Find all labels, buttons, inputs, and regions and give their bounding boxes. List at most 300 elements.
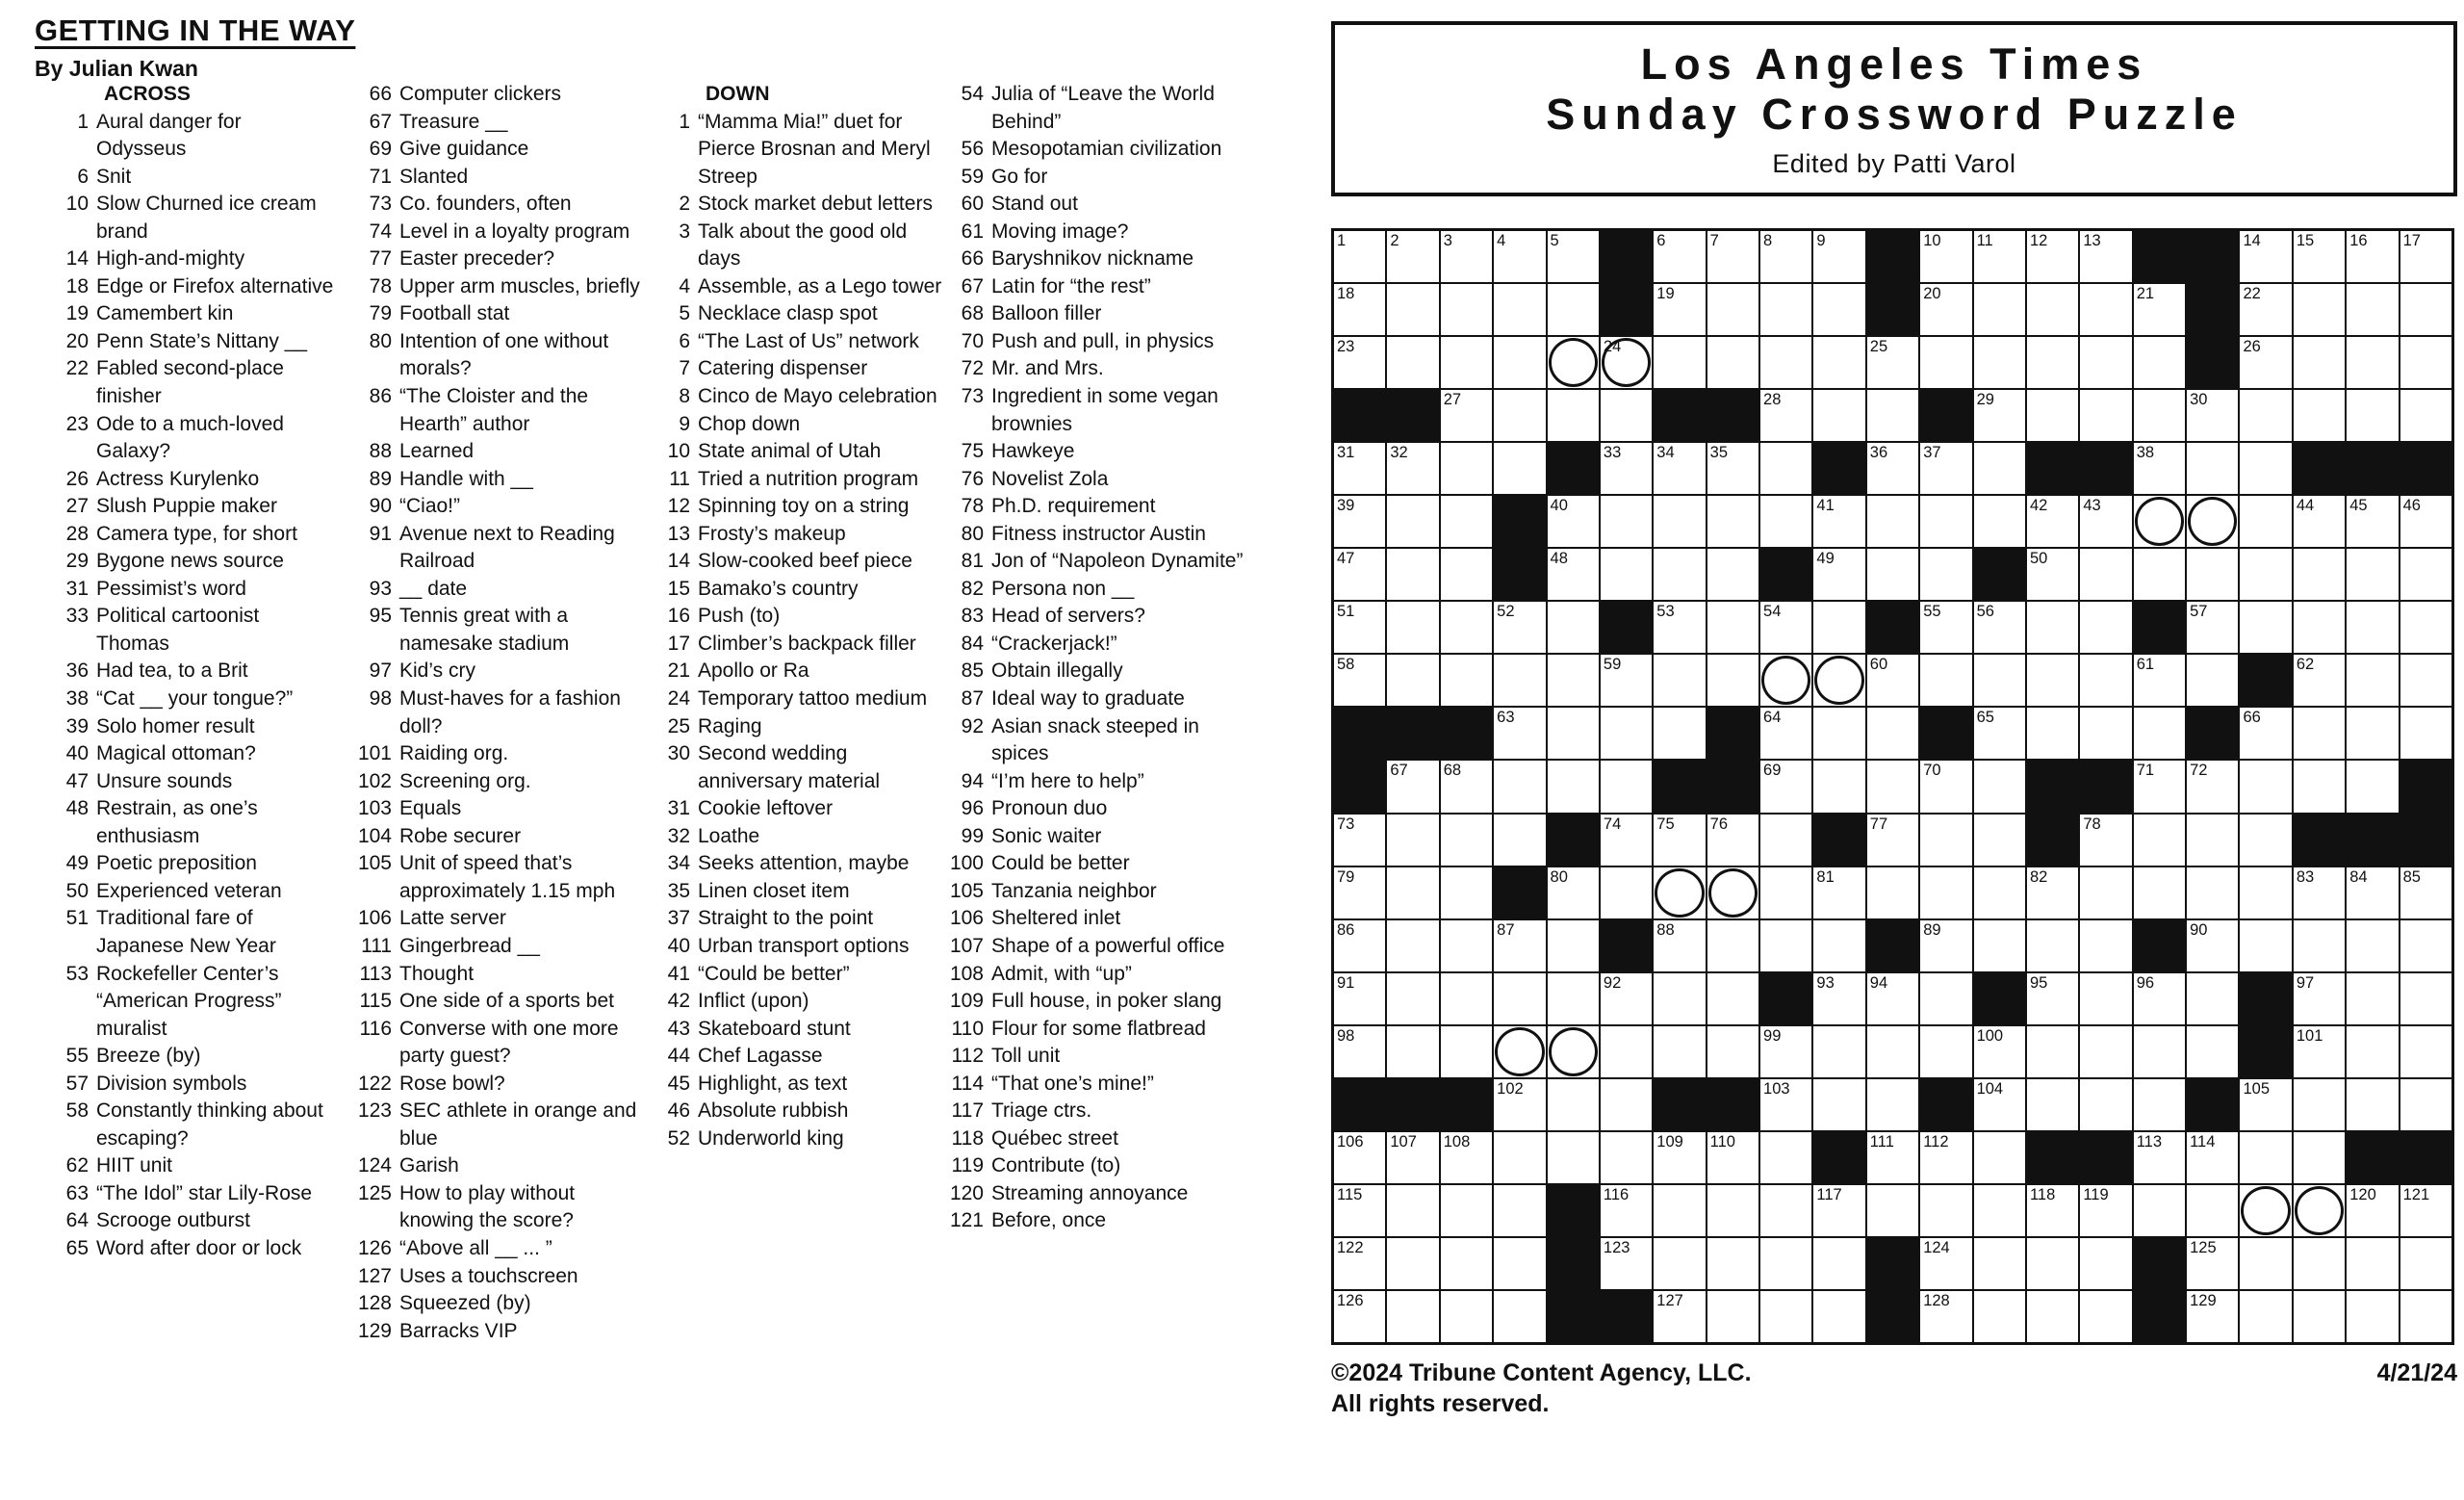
grid-cell[interactable] (1494, 390, 1545, 441)
grid-cell[interactable] (1494, 284, 1545, 335)
grid-cell[interactable] (2400, 549, 2451, 600)
grid-cell[interactable] (2134, 867, 2185, 918)
grid-cell[interactable] (1974, 231, 2025, 282)
grid-cell[interactable] (2187, 761, 2238, 812)
grid-cell[interactable] (2347, 973, 2398, 1024)
grid-cell[interactable] (1707, 496, 1758, 547)
grid-cell[interactable] (1654, 1238, 1705, 1289)
grid-cell[interactable] (2400, 231, 2451, 282)
grid-cell[interactable] (2400, 1291, 2451, 1342)
grid-cell[interactable] (2134, 708, 2185, 759)
grid-cell[interactable] (1707, 602, 1758, 653)
grid-cell[interactable] (2240, 1238, 2291, 1289)
grid-cell[interactable] (1760, 1132, 1811, 1183)
grid-cell[interactable] (1974, 1026, 2025, 1077)
grid-cell[interactable] (2347, 655, 2398, 706)
grid-cell[interactable] (1494, 655, 1545, 706)
grid-cell[interactable] (2294, 1291, 2345, 1342)
grid-cell[interactable] (2080, 231, 2131, 282)
grid-cell[interactable] (2080, 1291, 2131, 1342)
grid-cell[interactable] (2080, 284, 2131, 335)
grid-cell[interactable] (1601, 655, 1652, 706)
grid-cell[interactable] (1654, 496, 1705, 547)
grid-cell[interactable] (1441, 1238, 1492, 1289)
grid-cell[interactable] (1974, 708, 2025, 759)
grid-cell[interactable] (1974, 1079, 2025, 1130)
grid-cell[interactable] (2294, 973, 2345, 1024)
grid-cell[interactable] (1387, 231, 1438, 282)
grid-cell[interactable] (1548, 549, 1599, 600)
grid-cell[interactable] (1548, 390, 1599, 441)
grid-cell[interactable] (2187, 655, 2238, 706)
grid-cell[interactable] (1601, 1079, 1652, 1130)
grid-cell[interactable] (1334, 1291, 1385, 1342)
grid-cell[interactable] (1813, 284, 1864, 335)
grid-cell[interactable] (2080, 867, 2131, 918)
grid-cell[interactable] (1867, 815, 1918, 866)
grid-cell[interactable] (2294, 1079, 2345, 1130)
grid-cell[interactable] (2400, 1026, 2451, 1077)
grid-cell[interactable] (2134, 815, 2185, 866)
grid-cell[interactable] (1441, 655, 1492, 706)
grid-cell[interactable] (1867, 1132, 1918, 1183)
grid-cell[interactable] (2240, 390, 2291, 441)
grid-cell[interactable] (2240, 708, 2291, 759)
grid-cell[interactable] (1387, 655, 1438, 706)
grid-cell[interactable] (2080, 337, 2131, 388)
grid-cell[interactable] (2134, 1132, 2185, 1183)
grid-cell[interactable] (1760, 708, 1811, 759)
grid-cell[interactable] (1601, 1185, 1652, 1236)
grid-cell[interactable] (1707, 1238, 1758, 1289)
grid-cell[interactable] (2294, 549, 2345, 600)
grid-cell[interactable] (2080, 1026, 2131, 1077)
grid-cell[interactable] (1707, 655, 1758, 706)
grid-cell[interactable] (1867, 655, 1918, 706)
grid-cell[interactable] (1867, 761, 1918, 812)
grid-cell[interactable] (1760, 1026, 1811, 1077)
grid-cell[interactable] (1441, 1291, 1492, 1342)
grid-cell[interactable] (2240, 549, 2291, 600)
grid-cell[interactable] (1760, 761, 1811, 812)
grid-cell[interactable] (1654, 231, 1705, 282)
grid-cell[interactable] (1974, 496, 2025, 547)
grid-cell[interactable] (1654, 1185, 1705, 1236)
grid-cell[interactable] (1601, 867, 1652, 918)
grid-cell[interactable] (1601, 708, 1652, 759)
grid-cell[interactable] (2027, 1185, 2078, 1236)
grid-cell[interactable] (2347, 1079, 2398, 1130)
grid-cell[interactable] (2347, 1291, 2398, 1342)
grid-cell[interactable] (1974, 337, 2025, 388)
grid-cell[interactable] (2134, 1079, 2185, 1130)
grid-cell[interactable] (1548, 496, 1599, 547)
grid-cell[interactable] (1813, 496, 1864, 547)
grid-cell[interactable] (1494, 337, 1545, 388)
grid-cell[interactable] (2347, 496, 2398, 547)
grid-cell[interactable] (2240, 443, 2291, 494)
grid-cell[interactable] (1707, 1132, 1758, 1183)
grid-cell[interactable] (2400, 602, 2451, 653)
grid-cell[interactable] (1920, 867, 1971, 918)
grid-cell[interactable] (2080, 920, 2131, 971)
grid-cell[interactable] (2347, 390, 2398, 441)
grid-cell[interactable] (2027, 1291, 2078, 1342)
grid-cell[interactable] (1654, 867, 1705, 918)
grid-cell[interactable] (1441, 496, 1492, 547)
grid-cell[interactable] (1441, 231, 1492, 282)
grid-cell[interactable] (2400, 1079, 2451, 1130)
grid-cell[interactable] (1494, 602, 1545, 653)
grid-cell[interactable] (1867, 1026, 1918, 1077)
grid-cell[interactable] (1548, 1132, 1599, 1183)
grid-cell[interactable] (2134, 443, 2185, 494)
grid-cell[interactable] (1707, 443, 1758, 494)
grid-cell[interactable] (1760, 337, 1811, 388)
grid-cell[interactable] (1760, 496, 1811, 547)
grid-cell[interactable] (2080, 815, 2131, 866)
grid-cell[interactable] (2400, 284, 2451, 335)
grid-cell[interactable] (1974, 1238, 2025, 1289)
grid-cell[interactable] (2027, 284, 2078, 335)
grid-cell[interactable] (1494, 1079, 1545, 1130)
grid-cell[interactable] (1494, 761, 1545, 812)
grid-cell[interactable] (1334, 973, 1385, 1024)
grid-cell[interactable] (1813, 973, 1864, 1024)
grid-cell[interactable] (2187, 443, 2238, 494)
grid-cell[interactable] (1920, 1026, 1971, 1077)
grid-cell[interactable] (2294, 867, 2345, 918)
grid-cell[interactable] (1334, 920, 1385, 971)
grid-cell[interactable] (2187, 867, 2238, 918)
grid-cell[interactable] (1334, 867, 1385, 918)
grid-cell[interactable] (2080, 973, 2131, 1024)
grid-cell[interactable] (2400, 390, 2451, 441)
grid-cell[interactable] (2240, 337, 2291, 388)
grid-cell[interactable] (1387, 761, 1438, 812)
grid-cell[interactable] (1334, 1185, 1385, 1236)
grid-cell[interactable] (2134, 284, 2185, 335)
grid-cell[interactable] (1441, 602, 1492, 653)
grid-cell[interactable] (1601, 1238, 1652, 1289)
grid-cell[interactable] (2027, 655, 2078, 706)
grid-cell[interactable] (1654, 1291, 1705, 1342)
grid-cell[interactable] (1387, 443, 1438, 494)
grid-cell[interactable] (2027, 549, 2078, 600)
grid-cell[interactable] (2294, 761, 2345, 812)
grid-cell[interactable] (1813, 602, 1864, 653)
grid-cell[interactable] (1334, 1026, 1385, 1077)
grid-cell[interactable] (2027, 708, 2078, 759)
grid-cell[interactable] (2080, 549, 2131, 600)
grid-cell[interactable] (1707, 815, 1758, 866)
grid-cell[interactable] (2187, 1238, 2238, 1289)
grid-cell[interactable] (1707, 920, 1758, 971)
grid-cell[interactable] (1760, 443, 1811, 494)
grid-cell[interactable] (2187, 1185, 2238, 1236)
grid-cell[interactable] (1974, 761, 2025, 812)
grid-cell[interactable] (2294, 284, 2345, 335)
grid-cell[interactable] (2294, 708, 2345, 759)
grid-cell[interactable] (2240, 1291, 2291, 1342)
grid-cell[interactable] (1441, 1185, 1492, 1236)
grid-cell[interactable] (1920, 815, 1971, 866)
grid-cell[interactable] (1654, 973, 1705, 1024)
grid-cell[interactable] (1867, 973, 1918, 1024)
grid-cell[interactable] (1441, 815, 1492, 866)
grid-cell[interactable] (2240, 761, 2291, 812)
grid-cell[interactable] (1548, 1079, 1599, 1130)
grid-cell[interactable] (2400, 920, 2451, 971)
grid-cell[interactable] (1760, 815, 1811, 866)
grid-cell[interactable] (1654, 920, 1705, 971)
grid-cell[interactable] (1760, 655, 1811, 706)
grid-cell[interactable] (1760, 1238, 1811, 1289)
grid-cell[interactable] (2080, 1079, 2131, 1130)
grid-cell[interactable] (1654, 602, 1705, 653)
grid-cell[interactable] (2134, 1026, 2185, 1077)
grid-cell[interactable] (1387, 815, 1438, 866)
grid-cell[interactable] (1601, 496, 1652, 547)
grid-cell[interactable] (1920, 231, 1971, 282)
grid-cell[interactable] (1334, 443, 1385, 494)
grid-cell[interactable] (1548, 867, 1599, 918)
grid-cell[interactable] (2347, 1185, 2398, 1236)
grid-cell[interactable] (1707, 867, 1758, 918)
grid-cell[interactable] (2080, 655, 2131, 706)
grid-cell[interactable] (2027, 1079, 2078, 1130)
grid-cell[interactable] (1920, 337, 1971, 388)
grid-cell[interactable] (2027, 973, 2078, 1024)
grid-cell[interactable] (1494, 1185, 1545, 1236)
grid-cell[interactable] (1387, 1291, 1438, 1342)
grid-cell[interactable] (2347, 549, 2398, 600)
grid-cell[interactable] (1974, 920, 2025, 971)
grid-cell[interactable] (1601, 1026, 1652, 1077)
grid-cell[interactable] (1707, 973, 1758, 1024)
grid-cell[interactable] (2240, 284, 2291, 335)
grid-cell[interactable] (1813, 1026, 1864, 1077)
grid-cell[interactable] (1760, 602, 1811, 653)
grid-cell[interactable] (2187, 496, 2238, 547)
grid-cell[interactable] (1974, 815, 2025, 866)
grid-cell[interactable] (1867, 867, 1918, 918)
grid-cell[interactable] (1920, 496, 1971, 547)
grid-cell[interactable] (1548, 655, 1599, 706)
grid-cell[interactable] (2240, 815, 2291, 866)
grid-cell[interactable] (2187, 602, 2238, 653)
grid-cell[interactable] (1974, 1291, 2025, 1342)
grid-cell[interactable] (2134, 761, 2185, 812)
grid-cell[interactable] (1387, 1132, 1438, 1183)
grid-cell[interactable] (1387, 920, 1438, 971)
grid-cell[interactable] (1441, 390, 1492, 441)
grid-cell[interactable] (1920, 284, 1971, 335)
grid-cell[interactable] (1920, 549, 1971, 600)
grid-cell[interactable] (1813, 867, 1864, 918)
grid-cell[interactable] (1813, 1238, 1864, 1289)
grid-cell[interactable] (1760, 920, 1811, 971)
grid-cell[interactable] (1601, 973, 1652, 1024)
grid-cell[interactable] (2187, 973, 2238, 1024)
grid-cell[interactable] (1548, 1026, 1599, 1077)
grid-cell[interactable] (2294, 337, 2345, 388)
grid-cell[interactable] (2187, 815, 2238, 866)
grid-cell[interactable] (2134, 549, 2185, 600)
grid-cell[interactable] (2027, 337, 2078, 388)
grid-cell[interactable] (1920, 443, 1971, 494)
grid-cell[interactable] (2187, 1026, 2238, 1077)
grid-cell[interactable] (1654, 815, 1705, 866)
grid-cell[interactable] (2294, 390, 2345, 441)
grid-cell[interactable] (1760, 390, 1811, 441)
grid-cell[interactable] (1920, 973, 1971, 1024)
grid-cell[interactable] (1441, 867, 1492, 918)
grid-cell[interactable] (1601, 549, 1652, 600)
grid-cell[interactable] (2027, 231, 2078, 282)
grid-cell[interactable] (1441, 1026, 1492, 1077)
grid-cell[interactable] (1494, 231, 1545, 282)
grid-cell[interactable] (1387, 496, 1438, 547)
grid-cell[interactable] (2080, 1238, 2131, 1289)
grid-cell[interactable] (1494, 815, 1545, 866)
grid-cell[interactable] (1334, 496, 1385, 547)
grid-cell[interactable] (2400, 337, 2451, 388)
grid-cell[interactable] (2294, 1238, 2345, 1289)
grid-cell[interactable] (2187, 920, 2238, 971)
grid-cell[interactable] (1387, 867, 1438, 918)
grid-cell[interactable] (1387, 973, 1438, 1024)
grid-cell[interactable] (2347, 284, 2398, 335)
grid-cell[interactable] (1974, 655, 2025, 706)
grid-cell[interactable] (2027, 1026, 2078, 1077)
grid-cell[interactable] (1334, 815, 1385, 866)
grid-cell[interactable] (2187, 549, 2238, 600)
grid-cell[interactable] (2347, 602, 2398, 653)
grid-cell[interactable] (2294, 1026, 2345, 1077)
grid-cell[interactable] (1867, 549, 1918, 600)
grid-cell[interactable] (1707, 231, 1758, 282)
grid-cell[interactable] (1441, 337, 1492, 388)
grid-cell[interactable] (1654, 1026, 1705, 1077)
grid-cell[interactable] (1813, 655, 1864, 706)
grid-cell[interactable] (1334, 231, 1385, 282)
grid-cell[interactable] (1334, 284, 1385, 335)
grid-cell[interactable] (1441, 549, 1492, 600)
grid-cell[interactable] (2187, 1132, 2238, 1183)
grid-cell[interactable] (1601, 815, 1652, 866)
grid-cell[interactable] (2240, 867, 2291, 918)
grid-cell[interactable] (2027, 867, 2078, 918)
grid-cell[interactable] (2347, 761, 2398, 812)
grid-cell[interactable] (2347, 231, 2398, 282)
grid-cell[interactable] (1387, 1238, 1438, 1289)
grid-cell[interactable] (2027, 496, 2078, 547)
grid-cell[interactable] (2347, 708, 2398, 759)
grid-cell[interactable] (1760, 1185, 1811, 1236)
grid-cell[interactable] (2027, 1238, 2078, 1289)
grid-cell[interactable] (1654, 549, 1705, 600)
grid-cell[interactable] (1867, 390, 1918, 441)
grid-cell[interactable] (2347, 867, 2398, 918)
grid-cell[interactable] (2347, 337, 2398, 388)
grid-cell[interactable] (2294, 602, 2345, 653)
grid-cell[interactable] (1334, 1238, 1385, 1289)
grid-cell[interactable] (1707, 337, 1758, 388)
grid-cell[interactable] (1548, 231, 1599, 282)
grid-cell[interactable] (1548, 973, 1599, 1024)
grid-cell[interactable] (1548, 708, 1599, 759)
grid-cell[interactable] (1334, 337, 1385, 388)
grid-cell[interactable] (1974, 1185, 2025, 1236)
grid-cell[interactable] (1867, 708, 1918, 759)
grid-cell[interactable] (2080, 708, 2131, 759)
grid-cell[interactable] (1760, 867, 1811, 918)
grid-cell[interactable] (1601, 761, 1652, 812)
grid-cell[interactable] (1654, 443, 1705, 494)
grid-cell[interactable] (1441, 1132, 1492, 1183)
grid-cell[interactable] (1974, 1132, 2025, 1183)
grid-cell[interactable] (1494, 708, 1545, 759)
grid-cell[interactable] (1334, 1132, 1385, 1183)
grid-cell[interactable] (1920, 920, 1971, 971)
grid-cell[interactable] (1813, 708, 1864, 759)
grid-cell[interactable] (1920, 1185, 1971, 1236)
grid-cell[interactable] (2080, 390, 2131, 441)
grid-cell[interactable] (2134, 1185, 2185, 1236)
grid-cell[interactable] (1387, 1026, 1438, 1077)
grid-cell[interactable] (1441, 973, 1492, 1024)
grid-cell[interactable] (2400, 496, 2451, 547)
grid-cell[interactable] (2240, 231, 2291, 282)
grid-cell[interactable] (1813, 549, 1864, 600)
grid-cell[interactable] (1548, 284, 1599, 335)
grid-cell[interactable] (1760, 231, 1811, 282)
grid-cell[interactable] (1654, 284, 1705, 335)
grid-cell[interactable] (1548, 761, 1599, 812)
grid-cell[interactable] (1654, 1132, 1705, 1183)
grid-cell[interactable] (1760, 1291, 1811, 1342)
grid-cell[interactable] (1867, 1079, 1918, 1130)
grid-cell[interactable] (2027, 920, 2078, 971)
grid-cell[interactable] (2134, 655, 2185, 706)
grid-cell[interactable] (1387, 602, 1438, 653)
grid-cell[interactable] (1813, 1079, 1864, 1130)
grid-cell[interactable] (2294, 496, 2345, 547)
grid-cell[interactable] (2400, 867, 2451, 918)
grid-cell[interactable] (1707, 1185, 1758, 1236)
grid-cell[interactable] (1387, 1185, 1438, 1236)
grid-cell[interactable] (1813, 231, 1864, 282)
grid-cell[interactable] (2347, 1026, 2398, 1077)
grid-cell[interactable] (1974, 390, 2025, 441)
grid-cell[interactable] (1494, 973, 1545, 1024)
grid-cell[interactable] (1548, 602, 1599, 653)
grid-cell[interactable] (2240, 920, 2291, 971)
grid-cell[interactable] (2400, 655, 2451, 706)
grid-cell[interactable] (1813, 761, 1864, 812)
grid-cell[interactable] (2134, 337, 2185, 388)
grid-cell[interactable] (2187, 390, 2238, 441)
grid-cell[interactable] (1813, 920, 1864, 971)
grid-cell[interactable] (2080, 1185, 2131, 1236)
grid-cell[interactable] (1654, 708, 1705, 759)
grid-cell[interactable] (2080, 496, 2131, 547)
grid-cell[interactable] (1601, 390, 1652, 441)
grid-cell[interactable] (2347, 920, 2398, 971)
grid-cell[interactable] (1760, 1079, 1811, 1130)
grid-cell[interactable] (2294, 231, 2345, 282)
